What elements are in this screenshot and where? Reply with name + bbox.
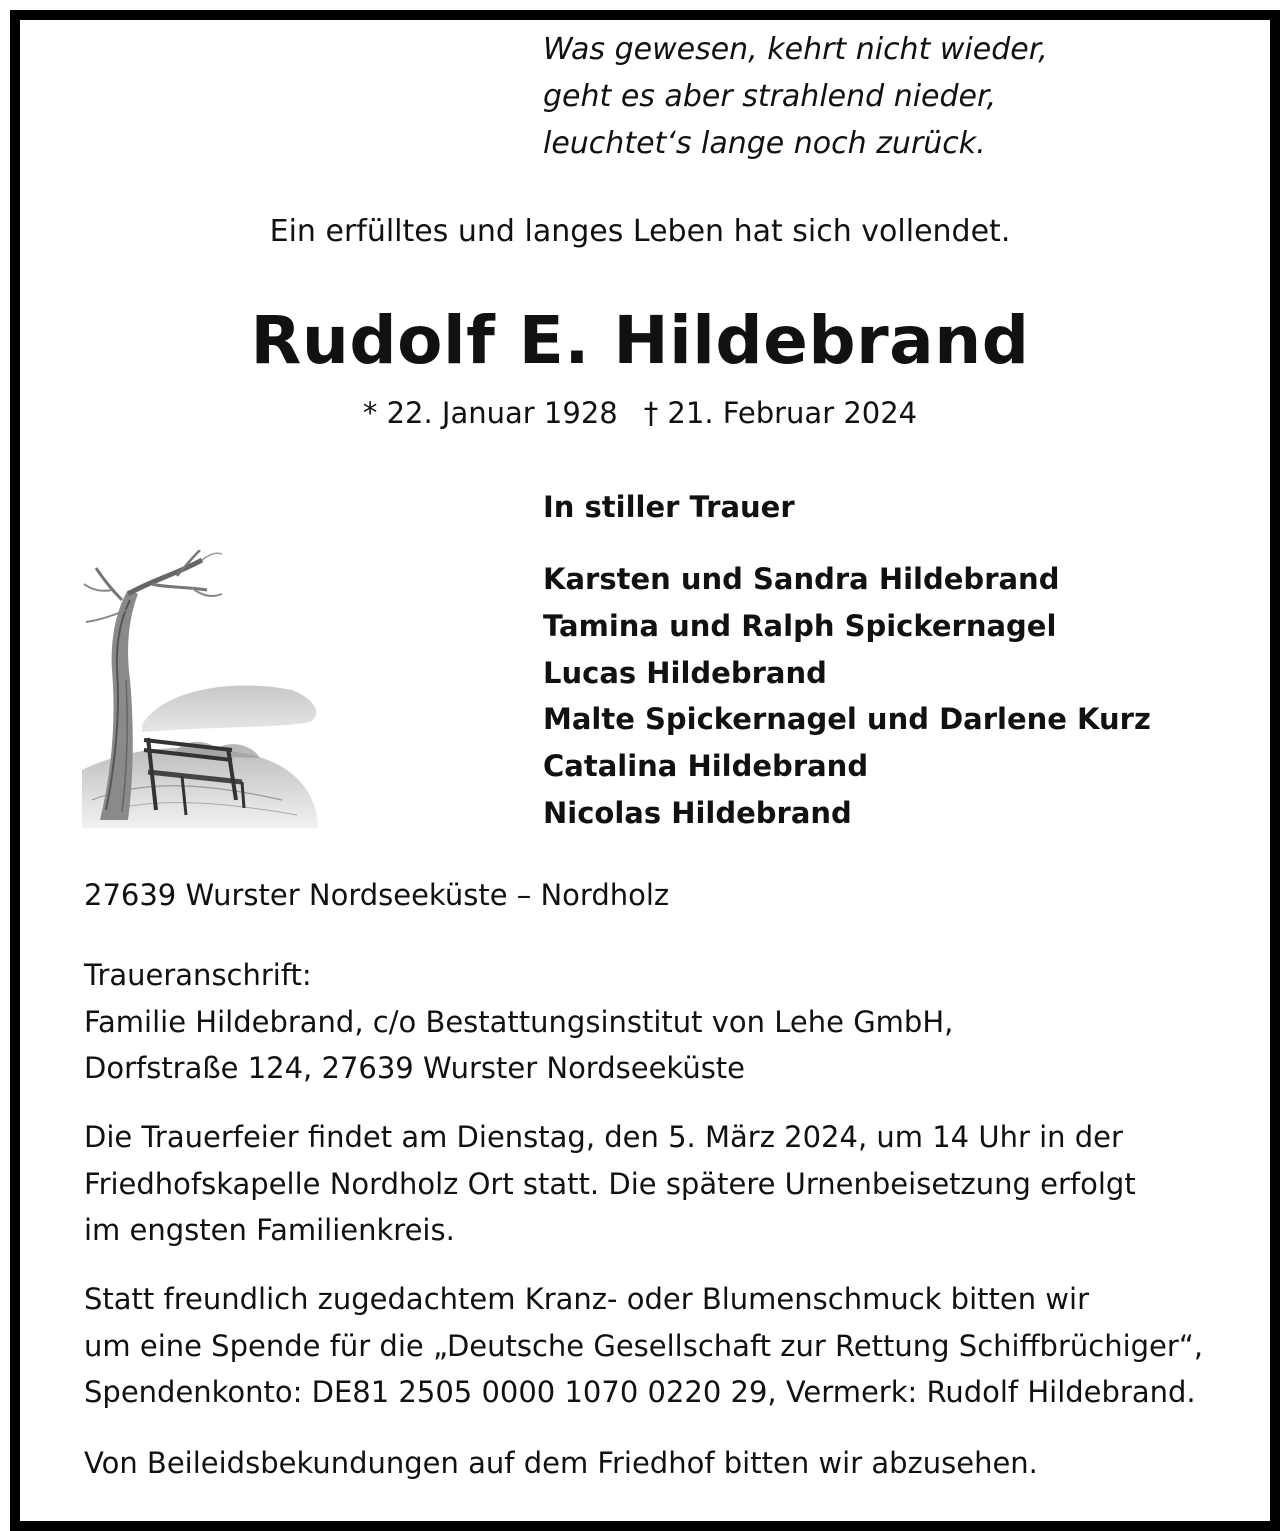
poem-line: geht es aber strahlend nieder,	[543, 79, 997, 114]
death-date: † 21. Februar 2024	[643, 396, 918, 430]
birth-date: * 22. Januar 1928	[362, 396, 618, 430]
donation-line: Statt freundlich zugedachtem Kranz- oder Blumenschmuck bitten wir	[84, 1282, 1090, 1316]
life-dates	[0, 396, 1280, 430]
address-line: Dorfstraße 124, 27639 Wurster Nordseeküste	[84, 1051, 746, 1085]
poem-line: Was gewesen, kehrt nicht wieder,	[543, 32, 1048, 67]
closing-note: Von Beileidsbekundungen auf dem Friedhof bitten wir abzusehen.	[84, 1446, 1038, 1480]
mourning-heading: In stiller Trauer	[543, 490, 795, 524]
tree-and-bench-icon	[82, 550, 322, 830]
ceremony-paragraph	[84, 1114, 1136, 1254]
mourning-address	[84, 952, 953, 1092]
deceased-name: Rudolf E. Hildebrand	[250, 302, 1030, 379]
mourner-name: Karsten und Sandra Hildebrand	[543, 562, 1060, 596]
poem	[543, 26, 1048, 167]
mourner-name: Tamina und Ralph Spickernagel	[543, 608, 1057, 643]
intro-text: Ein erfülltes und langes Leben hat sich vollendet.	[269, 214, 1011, 249]
address-label: Traueranschrift:	[84, 958, 312, 992]
ceremony-line: Die Trauerfeier findet am Dienstag, den 5. März 2024, um 14 Uhr in der	[84, 1120, 1123, 1154]
address-line: Familie Hildebrand, c/o Bestattungsinstitut von Lehe GmbH,	[84, 1004, 954, 1039]
mourner-name: Nicolas Hildebrand	[543, 795, 852, 830]
place-line: 27639 Wurster Nordseeküste – Nordholz	[84, 878, 670, 912]
mourner-name: Catalina Hildebrand	[543, 749, 869, 784]
mourner-name: Lucas Hildebrand	[543, 655, 827, 690]
mourner-name: Malte Spickernagel und Darlene Kurz	[543, 702, 1151, 737]
ceremony-line: im engsten Familienkreis.	[84, 1213, 455, 1247]
donation-line: um eine Spende für die „Deutsche Gesellschaft zur Rettung Schiffbrüchiger“,	[84, 1328, 1204, 1363]
ceremony-line: Friedhofskapelle Nordholz Ort statt. Die spätere Urnenbeisetzung erfolgt	[84, 1166, 1136, 1201]
poem-line: leuchtet‘s lange noch zurück.	[543, 126, 986, 161]
mourner-list	[543, 556, 1151, 837]
donation-line: Spendenkonto: DE81 2505 0000 1070 0220 29, Vermerk: Rudolf Hildebrand.	[84, 1375, 1196, 1409]
donation-paragraph	[84, 1276, 1203, 1416]
